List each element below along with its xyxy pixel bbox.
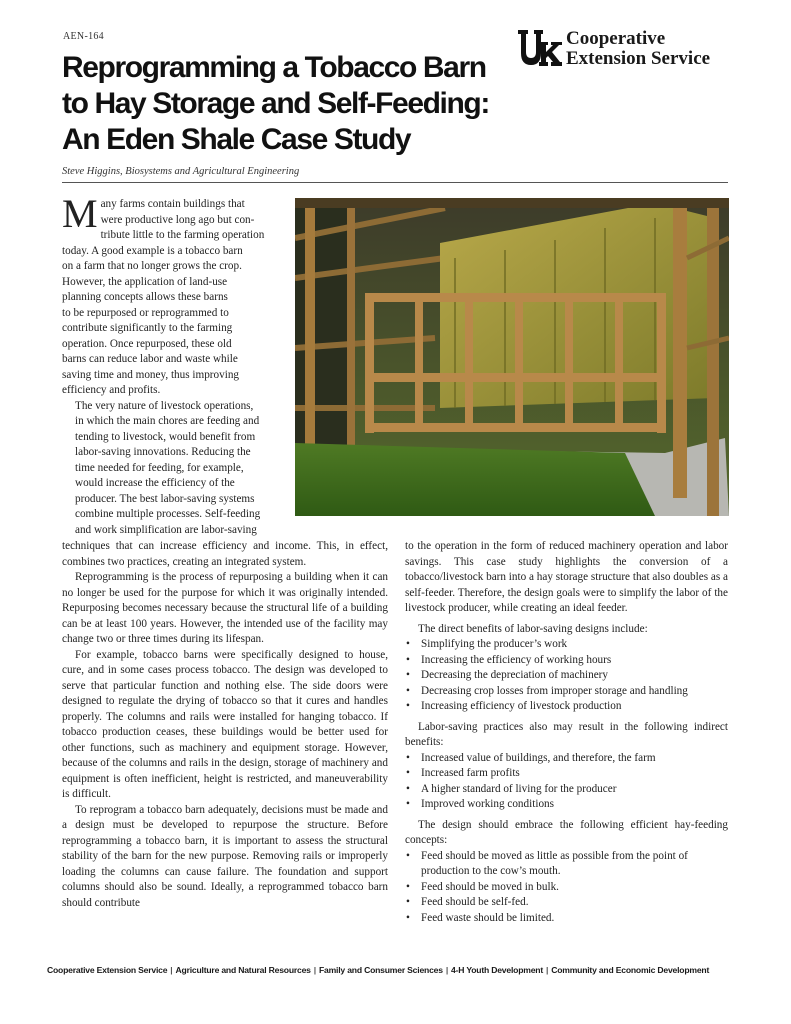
footer-item: Family and Consumer Sciences [318,965,443,975]
text-line: today. A good example is a tobacco barn [62,244,243,257]
text-line: saving time and money, thus improving [62,368,240,381]
text-line: operation. Once repurposed, these old [62,337,232,350]
text-line: on a farm that no longer grows the crop. [62,260,242,272]
text-line: in which the main chores are feeding and [75,415,260,427]
text-line: planning concepts allows these barns [62,291,228,303]
barn-illustration [295,198,729,516]
concepts-list [405,849,728,927]
paragraph-livestock [62,399,277,539]
list-item: • Feed should be moved in bulk. [405,880,728,896]
intro-column [62,191,277,538]
footer-item: Agriculture and Natural Resources [175,965,311,975]
title-line: to Hay Storage and Self-Feeding: [62,87,489,120]
text-line: were productive long ago but con- [100,213,255,226]
header-divider [62,182,728,183]
text-line: time needed for feeding, for example, [75,461,244,474]
list-item: • Simplifying the producer’s work [405,637,728,653]
text-line: combine multiple processes. Self-feeding [75,508,261,520]
text-line: labor-saving innovations. Reducing the [75,446,251,458]
text-line: would increase the efficiency of the [75,477,235,489]
barn-hay-feeder-photo [295,198,729,516]
direct-benefits-intro: The direct benefits of labor-saving designs include: [418,622,648,635]
text-line: barns can reduce labor and waste while [62,353,238,365]
right-column [405,539,728,926]
list-item: • Feed should be self-fed. [405,895,728,911]
logo-line-1: Cooperative [566,28,666,49]
list-item: • Increasing efficiency of livestock production [405,699,728,715]
text-line: any farms contain buildings that [100,198,245,210]
concepts-intro: The design should embrace the following efficient hay-feeding concepts: [405,818,728,846]
uk-extension-logo [517,28,737,72]
paragraph-tobacco-barns: For example, tobacco barns were specifically designed to house, cure, and in some cases process tobacco. The design was developed to serve that particular function and nothing else. The side doors were designed to regulate the drying of tobacco so that it cures and handles properly. The columns and rails were installed for hanging tobacco. If tobacco production ceases, these buildings would be better used for other functions, such as machinery and equipment storage. However, because of the columns and rails in the design, storage of machinery and equipment is often inefficient, height is restricted, and maneuverability is difficult. [62,648,388,800]
intro-paragraph [62,191,277,399]
list-item: • Feed should be moved as little as possible from the point of production to the cow’s mouth. [405,849,728,880]
paragraph-reprogramming: Reprogramming is the process of repurposing a building when it can no longer be used for the purpose for which it was originally intended. Repurposing becomes necessary because the structural life of a building can be at least 100 years. However, the intended use of the facility may change two or three times during its lifespan. [62,571,388,645]
paragraph-continuation: techniques that can increase efficiency and income. This, in effect, combines two practices, creating an integrated system. [62,540,388,568]
paragraph-case-study: to the operation in the form of reduced machinery operation and labor savings. This case study highlights the conversion of a tobacco/livestock barn into a hay storage structure that also doubles as a self-feeder. Therefore, the design goals were to simplify the labor of the livestock producer, while creating an ideal feeder. [405,540,728,614]
list-item: • A higher standard of living for the producer [405,782,728,798]
text-line: The very nature of livestock operations, [75,399,254,412]
footer-item: Cooperative Extension Service [47,965,168,975]
list-item: • Decreasing crop losses from improper storage and handling [405,684,728,700]
text-line: tribute little to the farming operation [100,229,265,241]
author-byline: Steve Higgins, Biosystems and Agricultural Engineering [62,166,300,177]
text-line: However, the application of land-use [62,275,228,288]
text-line: efficiency and profits. [62,384,161,396]
title-line: An Eden Shale Case Study [62,123,411,156]
paragraph-reprogram-steps: To reprogram a tobacco barn adequately, decisions must be made and a design must be developed to repurpose the structure. Before reprogramming a tobacco barn, it is important to assess the structural stability of the barn for the new purpose. Removing rails or improperly loading the columns can cause failure. The foundation and support columns should also be sound. Ideally, a reprogrammed tobacco barn should contribute [62,803,388,909]
list-item: • Improved working conditions [405,797,728,813]
text-line: tending to livestock, would benefit from [75,430,256,443]
list-item: • Increased farm profits [405,766,728,782]
logo-line-2: Extension Service [566,48,711,69]
text-line: producer. The best labor-saving systems [75,492,255,505]
footer-item: Community and Economic Development [551,965,710,975]
indirect-benefits-list [405,751,728,813]
indirect-benefits-intro: Labor-saving practices also may result in the following indirect benefits: [405,720,728,748]
text-line: contribute significantly to the farming [62,322,233,334]
page-title [62,50,532,158]
text-line: to be repurposed or reprogrammed to [62,306,229,319]
title-line: Reprogramming a Tobacco Barn [62,51,486,84]
footer-programs: Cooperative Extension Service | Agriculture and Natural Resources | Family and Consumer Sciences | 4-H Youth Development | Community and Economic Development [47,965,710,975]
text-line: and work simplification are labor-saving [75,523,257,536]
drop-cap: M [62,191,98,236]
list-item: • Increased value of buildings, and therefore, the farm [405,751,728,767]
document-code: AEN-164 [63,31,104,42]
list-item: • Decreasing the depreciation of machinery [405,668,728,684]
footer-item: 4-H Youth Development [451,965,543,975]
list-item: • Increasing the efficiency of working hours [405,653,728,669]
direct-benefits-list [405,637,728,715]
list-item: • Feed waste should be limited. [405,911,728,927]
left-column [62,539,388,911]
